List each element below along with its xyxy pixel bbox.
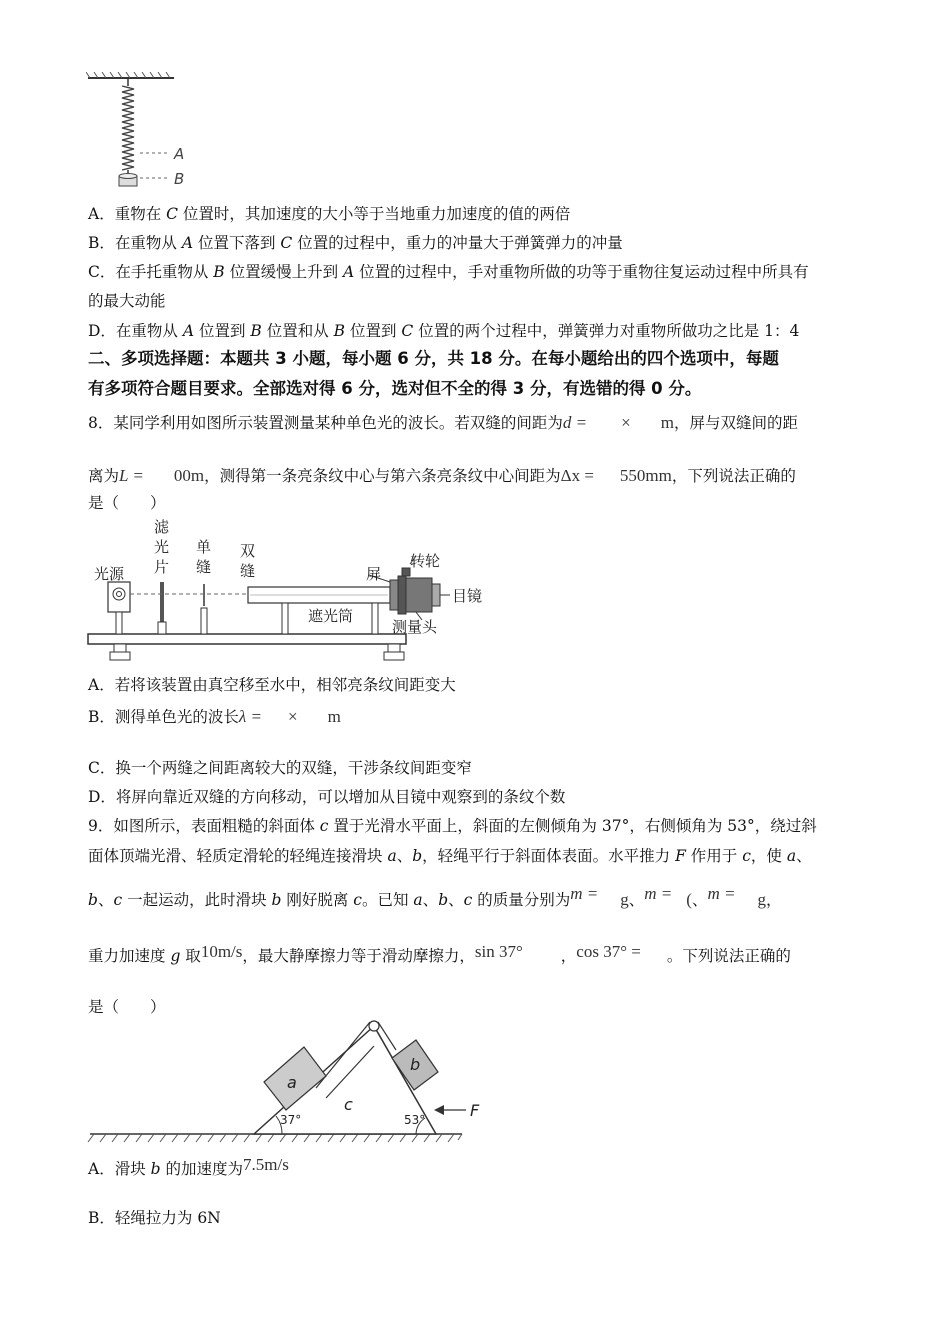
spring-label-b: B [174, 170, 185, 188]
q8-stem-line1: 8．某同学利用如图所示装置测量某种单色光的波长。若双缝的间距为d = × m，屏与双缝间的距 [88, 413, 798, 432]
label-eyepiece: 目镜 [452, 587, 483, 605]
label-angle-37: 37° [280, 1113, 302, 1127]
label-filter-2: 光 [154, 538, 170, 556]
spring-figure [86, 72, 196, 190]
label-single-slit-2: 缝 [196, 558, 212, 576]
q9-stem-line4: 重力加速度 g 取10m/s，最大静摩擦力等于滑动摩擦力，sin 37° ，cos 37° = 。下列说法正确的 [88, 942, 791, 965]
label-double-slit-2: 缝 [240, 562, 256, 580]
spring-label-a: A [174, 145, 185, 163]
q7-option-a: A．重物在 C 位置时，其加速度的大小等于当地重力加速度的值的两倍 [88, 205, 571, 223]
wedge-figure [86, 1018, 506, 1148]
q9-stem-line1: 9．如图所示，表面粗糙的斜面体 c 置于光滑水平面上，斜面的左侧倾角为 37°，右侧倾角为 53°，绕过斜 [88, 817, 817, 835]
label-light-source: 光源 [94, 565, 125, 583]
label-single-slit-1: 单 [196, 538, 212, 556]
label-wedge-c: c [344, 1095, 353, 1114]
label-filter-3: 片 [154, 558, 170, 576]
label-wheel: 转轮 [410, 552, 441, 570]
section2-heading-line1: 二、多项选择题：本题共 3 小题，每小题 6 分，共 18 分。在每小题给出的四个选项中，每题 [88, 349, 779, 368]
q8-stem-line2: 离为L = 00m，测得第一条亮条纹中心与第六条亮条纹中心间距为Δx = 550mm，下列说法正确的 [88, 466, 796, 485]
double-slit-apparatus-figure [86, 516, 496, 666]
q9-option-a: A．滑块 b 的加速度为7.5m/s [88, 1155, 289, 1178]
q9-stem-line3: b、c 一起运动，此时滑块 b 刚好脱离 c。已知 a、b、c 的质量分别为m = g、m = (、m = g， [88, 884, 782, 909]
q7-option-d: D．在重物从 A 位置到 B 位置和从 B 位置到 C 位置的两个过程中，弹簧弹力对重物所做功之比是 1：4 [88, 322, 800, 340]
q7-option-b: B．在重物从 A 位置下落到 C 位置的过程中，重力的冲量大于弹簧弹力的冲量 [88, 234, 623, 252]
q7-option-c-cont: 的最大动能 [88, 292, 166, 310]
label-block-a: a [287, 1073, 297, 1092]
label-double-slit-1: 双 [240, 542, 256, 560]
q7-option-c: C．在手托重物从 B 位置缓慢上升到 A 位置的过程中，手对重物所做的功等于重物往复运动过程中所具有 [88, 263, 809, 281]
label-screen: 屏 [366, 565, 382, 583]
label-filter-1: 滤 [154, 518, 170, 536]
label-force-f: F [470, 1101, 480, 1120]
q8-option-a: A．若将该装置由真空移至水中，相邻亮条纹间距变大 [88, 676, 456, 694]
q9-stem-line2: 面体顶端光滑、轻质定滑轮的轻绳连接滑块 a、b，轻绳平行于斜面体表面。水平推力 F 作用于 c，使 a、 [88, 847, 812, 865]
q9-stem-line5: 是（ ） [88, 998, 166, 1016]
label-measuring-head: 测量头 [392, 618, 438, 636]
q9-option-b: B．轻绳拉力为 6N [88, 1209, 221, 1227]
q8-option-b: B．测得单色光的波长λ = × m [88, 707, 341, 726]
q8-option-d: D．将屏向靠近双缝的方向移动，可以增加从目镜中观察到的条纹个数 [88, 788, 566, 806]
label-angle-53: 53° [404, 1113, 426, 1127]
q8-stem-line3: 是（ ） [88, 494, 166, 512]
label-block-b: b [410, 1055, 421, 1074]
label-tube: 遮光筒 [308, 607, 354, 625]
q8-option-c: C．换一个两缝之间距离较大的双缝，干涉条纹间距变窄 [88, 759, 472, 777]
section2-heading-line2: 有多项符合题目要求。全部选对得 6 分，选对但不全的得 3 分，有选错的得 0 分。 [88, 379, 702, 398]
